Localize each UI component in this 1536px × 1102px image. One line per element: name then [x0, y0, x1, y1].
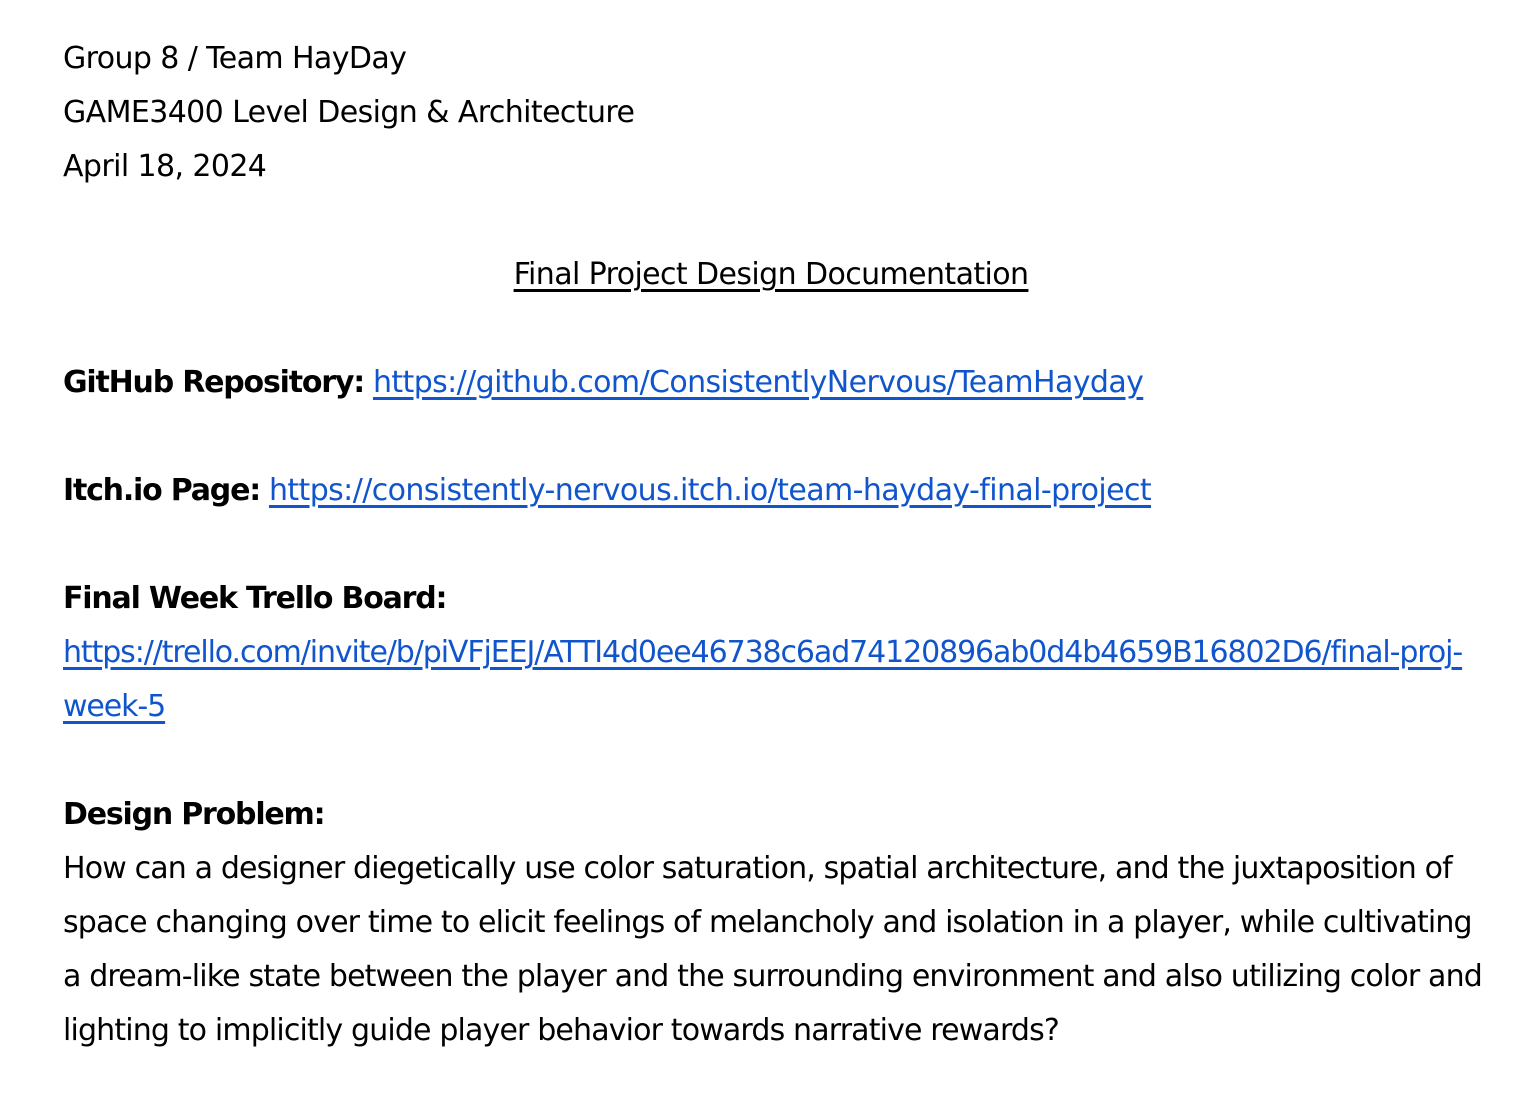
trello-row — [63, 572, 1483, 626]
github-link[interactable]: https://github.com/ConsistentlyNervous/TeamHayday — [372, 365, 1144, 400]
github-row — [63, 356, 1483, 410]
trello-link-row — [63, 626, 1483, 734]
itch-link[interactable]: https://consistently-nervous.itch.io/team-hayday-final-project — [268, 473, 1152, 508]
github-label: GitHub Repository: — [63, 365, 365, 400]
course-line: GAME3400 Level Design & Architecture — [63, 95, 635, 130]
trello-link[interactable]: https://trello.com/invite/b/piVFjEEJ/ATTI4d0ee46738c6ad74120896ab0d4b4659B16802D6/final-proj-week-5 — [63, 635, 1463, 724]
itch-row — [63, 464, 1483, 518]
group-line: Group 8 / Team HayDay — [63, 41, 407, 76]
design-problem-heading-row — [63, 788, 1483, 842]
date-line: April 18, 2024 — [63, 149, 267, 184]
design-problem-text: How can a designer diegetically use color saturation, spatial architecture, and the juxtaposition of space changing over time to elicit feelings of melancholy and isolation in a player, while cultivating a dream-like state between the player and the surrounding environment and also utilizing color and lighting to implicitly guide player behavior towards narrative rewards? — [63, 851, 1482, 1048]
design-problem-label: Design Problem: — [63, 797, 325, 832]
title-container — [63, 248, 1479, 302]
document-title: Final Project Design Documentation — [513, 257, 1029, 292]
itch-label: Itch.io Page: — [63, 473, 261, 508]
trello-label: Final Week Trello Board: — [63, 581, 447, 616]
document-page — [63, 32, 1483, 1058]
